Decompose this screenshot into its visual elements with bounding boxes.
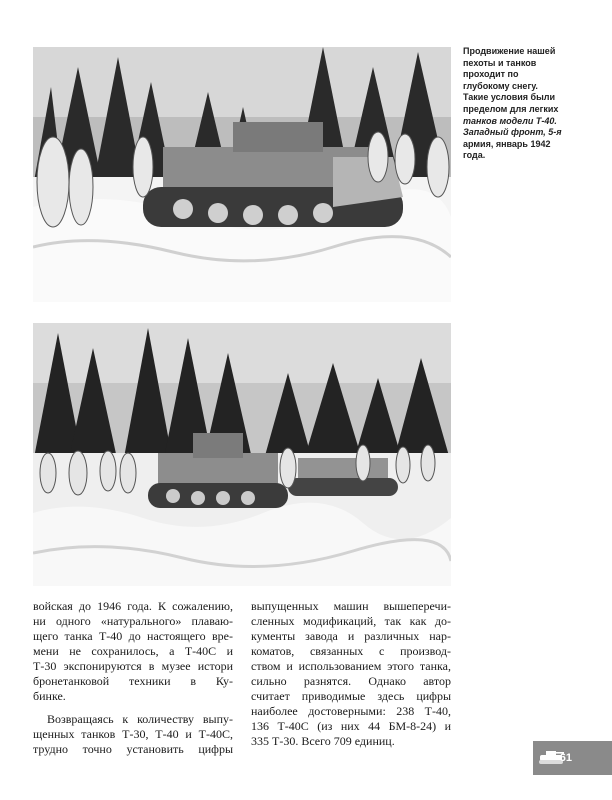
text-line: сленных модификаций, так как до-	[251, 614, 451, 628]
text-line: бинке.	[33, 689, 66, 703]
caption-line: пределом для легких	[463, 103, 559, 114]
caption-line: года.	[463, 150, 486, 161]
photo-2-image	[33, 323, 451, 586]
article-column-left	[33, 599, 233, 757]
caption-line: глубокому снегу.	[463, 80, 538, 91]
text-line: ством и использованием этого танка,	[251, 659, 451, 673]
text-line: щенных танков Т-30, Т-40 и Т-40С,	[33, 727, 233, 741]
caption-line: танков модели Т-40.	[463, 115, 557, 126]
text-line: считает приводимые здесь цифры	[251, 689, 451, 703]
caption-line: проходит по	[463, 69, 519, 80]
text-line: ни одного «натурального» плаваю-	[33, 614, 233, 628]
text-line: войская до 1946 года. К сожалению,	[33, 599, 233, 613]
page-number: 61	[559, 752, 572, 764]
caption-line: Такие условия были	[463, 92, 556, 103]
text-line: выпущенных машин вышеперечи-	[251, 599, 451, 613]
photo-tank-infantry-snow	[33, 47, 451, 302]
caption-line: Западный фронт, 5-я	[463, 127, 562, 138]
text-line: кументы завода и различных нар-	[251, 629, 451, 643]
caption-line: армия, январь 1942	[463, 138, 551, 149]
text-line: бронетанковой техники в Ку-	[33, 674, 233, 688]
text-line: Т-30 экспонируются в музее истори	[33, 659, 233, 673]
photo-1-image	[33, 47, 451, 302]
caption-line: пехоты и танков	[463, 57, 537, 68]
text-line: 335 Т-30. Всего 709 единиц.	[251, 734, 395, 748]
text-line: коматов, связанных с производ-	[251, 644, 451, 658]
text-line: щего танка Т-40 до настоящего вре-	[33, 629, 233, 643]
text-line: 136 Т-40С (из них 44 БМ-8-24) и	[251, 719, 451, 733]
article-column-right	[251, 599, 451, 749]
text-line: сильно разнятся. Однако автор	[251, 674, 451, 688]
text-line: мени не сохранилось, а Т-40С и	[33, 644, 233, 658]
caption-line: Продвижение нашей	[463, 46, 556, 56]
page-number-tab	[533, 741, 612, 775]
photo-caption	[463, 46, 591, 162]
photo-tanks-forest-snow	[33, 323, 451, 586]
text-line: наиболее достоверными: 238 Т-40,	[251, 704, 451, 718]
text-line: Возвращаясь к количеству выпу-	[47, 712, 233, 726]
text-line: трудно точно установить цифры	[33, 742, 233, 756]
